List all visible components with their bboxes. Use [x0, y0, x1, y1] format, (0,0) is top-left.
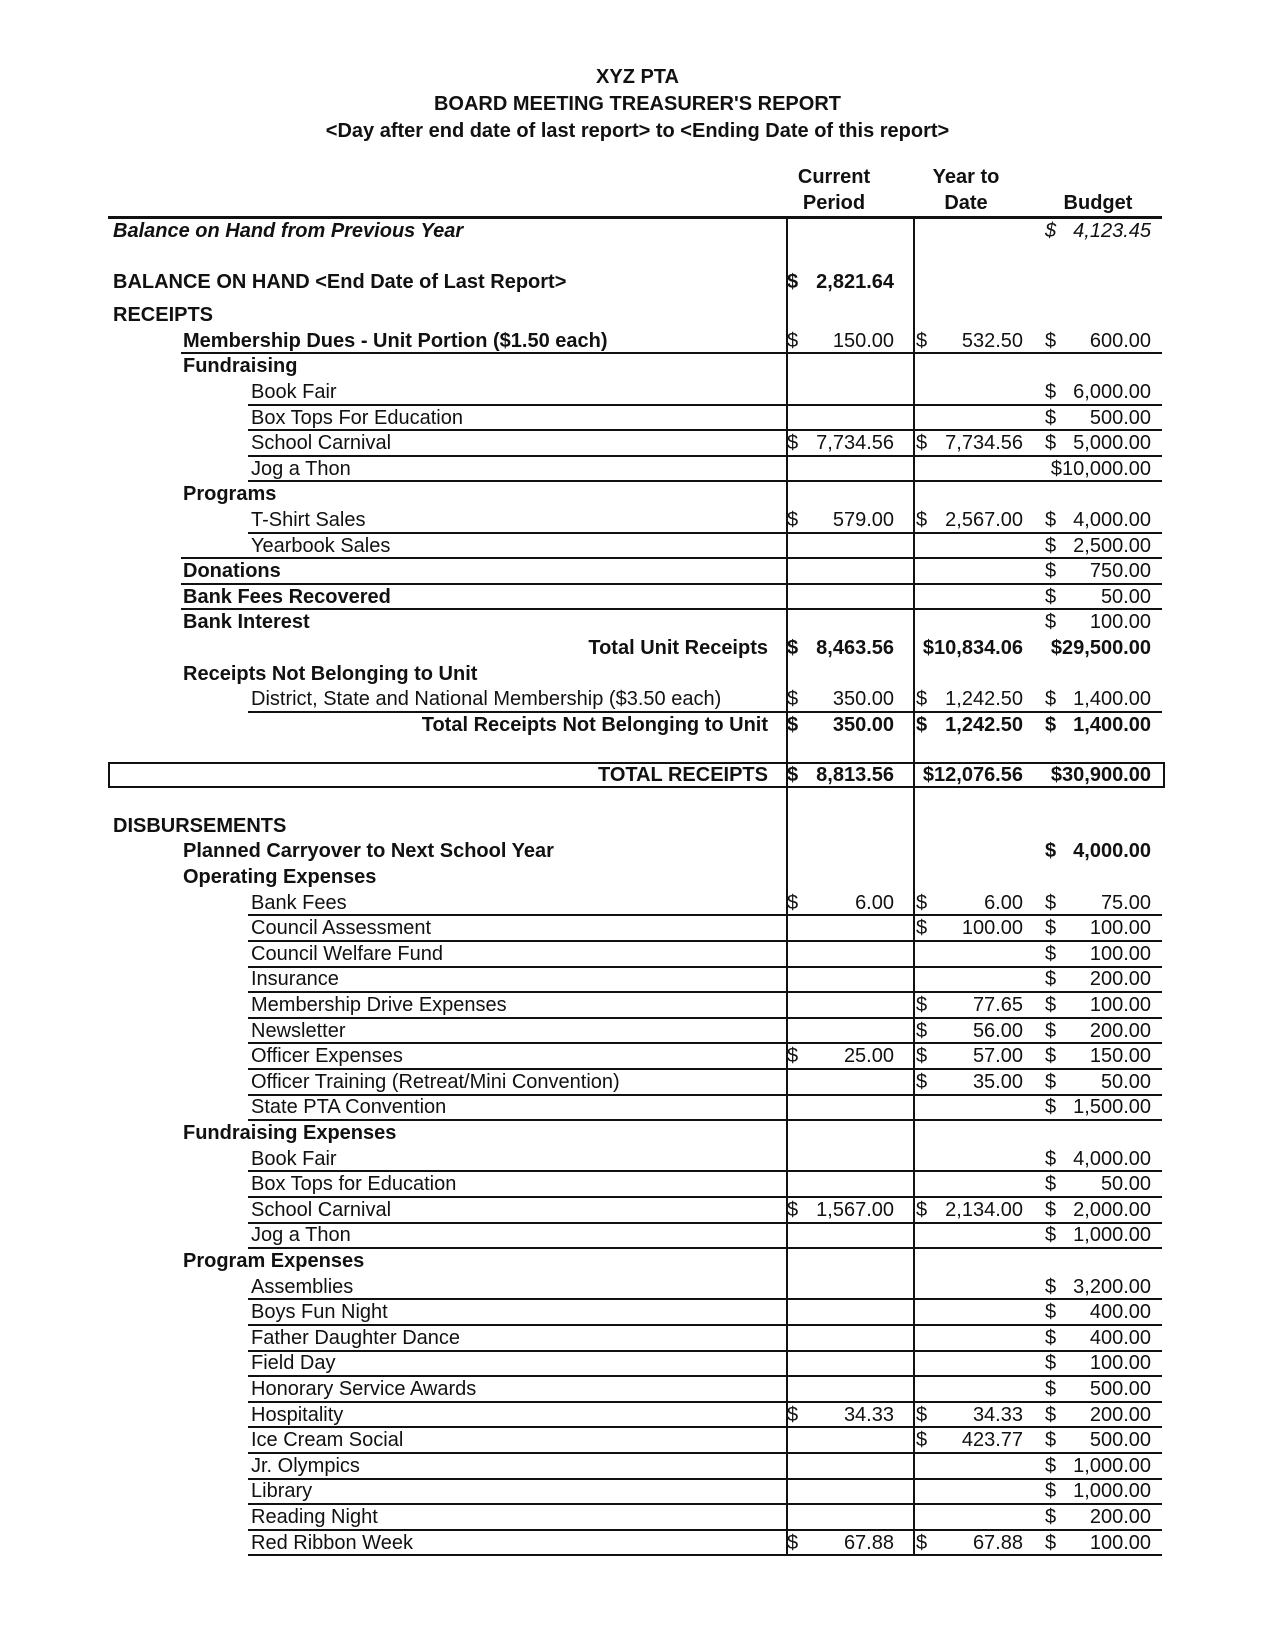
c3-value: 100.00 [1089, 942, 1151, 965]
currency-symbol: $ [1045, 1403, 1057, 1426]
row-label: T-Shirt Sales [251, 508, 366, 531]
c2-value: $10,834.06 [922, 636, 1023, 659]
c3-value: 100.00 [1089, 1352, 1151, 1375]
table-row [0, 712, 1275, 738]
currency-symbol: $ [1045, 1480, 1057, 1503]
table-row [0, 813, 1275, 839]
currency-symbol: $ [787, 1198, 799, 1221]
c3-value: 500.00 [1089, 406, 1151, 429]
currency-symbol: $ [787, 1531, 799, 1554]
currency-symbol: $ [1045, 585, 1057, 608]
row-label: Total Receipts Not Belonging to Unit [421, 713, 768, 736]
currency-symbol: $ [1045, 1224, 1057, 1247]
c3-value: 2,500.00 [1073, 534, 1151, 557]
row-label: Library [251, 1480, 313, 1503]
c2-value: 7,734.56 [945, 432, 1023, 455]
currency-symbol: $ [1045, 432, 1057, 455]
org-name: XYZ PTA [596, 66, 679, 88]
c3-value: 200.00 [1089, 1505, 1151, 1528]
table-row [0, 635, 1275, 661]
c3-value: 50.00 [1100, 1173, 1151, 1196]
row-label: Officer Training (Retreat/Mini Convention) [251, 1070, 620, 1093]
current-header-line2: Period [802, 192, 866, 214]
table-row [0, 1350, 1275, 1376]
table-row [0, 661, 1275, 687]
currency-symbol: $ [916, 713, 928, 736]
c2-value: $12,076.56 [922, 764, 1023, 787]
currency-symbol: $ [1045, 508, 1057, 531]
c1-value: 2,821.64 [816, 270, 894, 293]
c3-value: 200.00 [1089, 1019, 1151, 1042]
row-label: Membership Drive Expenses [251, 994, 507, 1017]
table-row [0, 915, 1275, 941]
row-label: Reading Night [251, 1505, 378, 1528]
row-label: Hospitality [251, 1403, 344, 1426]
row-label: BALANCE ON HAND <End Date of Last Report> [113, 270, 567, 293]
ytd-header-line2: Date [944, 192, 988, 214]
table-row [0, 1478, 1275, 1504]
currency-symbol: $ [916, 891, 928, 914]
c3-value: 1,000.00 [1073, 1480, 1151, 1503]
currency-symbol: $ [1045, 917, 1057, 940]
currency-symbol: $ [916, 508, 928, 531]
currency-symbol: $ [1045, 1352, 1057, 1375]
table-row [0, 481, 1275, 507]
spacer-row [0, 788, 1275, 813]
c1-value: 34.33 [843, 1403, 894, 1426]
table-row [0, 686, 1275, 712]
row-label: School Carnival [251, 1198, 392, 1221]
currency-symbol: $ [916, 329, 928, 352]
current-period-header [772, 164, 896, 216]
currency-symbol: $ [916, 1429, 928, 1452]
row-label: Book Fair [251, 380, 337, 403]
row-label: Yearbook Sales [251, 534, 391, 557]
c2-value: 100.00 [961, 917, 1023, 940]
row-label: State PTA Convention [251, 1096, 447, 1119]
table-row [0, 1018, 1275, 1044]
report-title: BOARD MEETING TREASURER'S REPORT [433, 93, 841, 115]
currency-symbol: $ [916, 1045, 928, 1068]
currency-symbol: $ [787, 764, 799, 787]
spacer-row [0, 244, 1275, 269]
table-row [0, 1248, 1275, 1274]
row-label: Receipts Not Belonging to Unit [183, 662, 478, 685]
c2-value: 57.00 [972, 1045, 1023, 1068]
c3-value: 400.00 [1089, 1301, 1151, 1324]
currency-symbol: $ [1045, 942, 1057, 965]
currency-symbol: $ [787, 688, 799, 711]
currency-symbol: $ [916, 1198, 928, 1221]
currency-symbol: $ [787, 713, 799, 736]
currency-symbol: $ [1045, 220, 1057, 242]
ytd-header [904, 164, 1028, 216]
treasurer-table [0, 218, 1275, 1555]
c1-value: 8,813.56 [816, 764, 894, 787]
row-label: Box Tops For Education [251, 406, 463, 429]
currency-symbol: $ [1045, 1326, 1057, 1349]
row-label: DISBURSEMENTS [113, 814, 287, 837]
currency-symbol: $ [1045, 534, 1057, 557]
currency-symbol: $ [1045, 891, 1057, 914]
currency-symbol: $ [1045, 329, 1057, 352]
c2-value: 6.00 [984, 891, 1023, 914]
currency-symbol: $ [1045, 1019, 1057, 1042]
currency-symbol: $ [1045, 1070, 1057, 1093]
row-label: Fundraising Expenses [183, 1122, 397, 1144]
row-label: Officer Expenses [251, 1045, 403, 1068]
c1-value: 1,567.00 [816, 1198, 894, 1221]
currency-symbol: $ [787, 329, 799, 352]
currency-symbol: $ [1045, 1096, 1057, 1119]
table-row [0, 379, 1275, 405]
currency-symbol: $ [1045, 840, 1057, 863]
row-label: Council Welfare Fund [251, 942, 443, 965]
currency-symbol: $ [1045, 688, 1057, 711]
currency-symbol: $ [916, 1403, 928, 1426]
table-row [0, 941, 1275, 967]
c2-value: 35.00 [972, 1070, 1023, 1093]
c1-value: 350.00 [832, 713, 894, 736]
currency-symbol: $ [1045, 1147, 1057, 1170]
c3-value: 200.00 [1089, 1403, 1151, 1426]
table-row [0, 1274, 1275, 1300]
spacer-row [0, 737, 1275, 762]
currency-symbol: $ [787, 1403, 799, 1426]
c1-value: 6.00 [855, 891, 894, 914]
c2-value: 77.65 [972, 994, 1023, 1017]
row-label: Balance on Hand from Previous Year [113, 220, 464, 242]
currency-symbol: $ [1045, 406, 1057, 429]
row-label: Bank Interest [183, 611, 310, 634]
row-label: Total Unit Receipts [588, 636, 768, 659]
c3-value: 1,000.00 [1073, 1454, 1151, 1477]
currency-symbol: $ [916, 994, 928, 1017]
c2-value: 532.50 [961, 329, 1023, 352]
table-row [0, 966, 1275, 992]
table-row [0, 1299, 1275, 1325]
table-row [0, 1427, 1275, 1453]
c3-value: 1,400.00 [1073, 713, 1151, 736]
row-label: Programs [183, 483, 277, 506]
currency-symbol: $ [1045, 1275, 1057, 1298]
row-label: Box Tops for Education [251, 1173, 457, 1196]
row-label: Assemblies [251, 1275, 354, 1298]
currency-symbol: $ [787, 891, 799, 914]
table-row [0, 1530, 1275, 1556]
c1-value: 579.00 [832, 508, 894, 531]
row-label: Red Ribbon Week [251, 1531, 413, 1554]
row-label: Ice Cream Social [251, 1429, 404, 1452]
row-label: School Carnival [251, 432, 392, 455]
c1-value: 150.00 [832, 329, 894, 352]
currency-symbol: $ [787, 636, 799, 659]
row-label: Planned Carryover to Next School Year [183, 840, 554, 863]
currency-symbol: $ [1045, 1198, 1057, 1221]
row-label: Father Daughter Dance [251, 1326, 461, 1349]
currency-symbol: $ [1045, 713, 1057, 736]
table-row [0, 762, 1275, 788]
c3-value: 400.00 [1089, 1326, 1151, 1349]
c3-value: 6,000.00 [1073, 380, 1151, 403]
table-row [0, 1376, 1275, 1402]
c3-value: 5,000.00 [1073, 432, 1151, 455]
table-row [0, 1043, 1275, 1069]
column-headers [0, 164, 1275, 216]
table-row [0, 864, 1275, 890]
c3-value: 2,000.00 [1073, 1198, 1151, 1221]
row-label: Honorary Service Awards [251, 1377, 477, 1400]
currency-symbol: $ [1045, 380, 1057, 403]
c3-value: 150.00 [1089, 1045, 1151, 1068]
currency-symbol: $ [916, 1019, 928, 1042]
table-row [0, 1094, 1275, 1120]
c3-value: $10,000.00 [1050, 457, 1151, 480]
row-label: Program Expenses [183, 1249, 365, 1272]
currency-symbol: $ [787, 432, 799, 455]
spacer-row [0, 294, 1275, 302]
table-row [0, 992, 1275, 1018]
c1-value: 67.88 [843, 1531, 894, 1554]
currency-symbol: $ [916, 432, 928, 455]
c3-value: 600.00 [1089, 329, 1151, 352]
c3-value: 75.00 [1100, 891, 1151, 914]
row-label: Jr. Olympics [251, 1454, 360, 1477]
table-row [0, 1325, 1275, 1351]
report-header [0, 64, 1275, 145]
c3-value: 100.00 [1089, 1531, 1151, 1554]
currency-symbol: $ [916, 1070, 928, 1093]
table-row [0, 353, 1275, 379]
currency-symbol: $ [1045, 560, 1057, 583]
currency-symbol: $ [1045, 1301, 1057, 1324]
table-row [0, 507, 1275, 533]
row-label: Field Day [251, 1352, 336, 1375]
table-row [0, 1146, 1275, 1172]
c3-value: 1,000.00 [1073, 1224, 1151, 1247]
c3-value: 500.00 [1089, 1377, 1151, 1400]
row-label: Bank Fees Recovered [183, 585, 391, 608]
c3-value: $30,900.00 [1050, 764, 1151, 787]
c3-value: 500.00 [1089, 1429, 1151, 1452]
c3-value: 100.00 [1089, 994, 1151, 1017]
row-label: District, State and National Membership ($3.50 each) [251, 688, 722, 711]
row-label: TOTAL RECEIPTS [597, 764, 768, 787]
report-period: <Day after end date of last report> to <Ending Date of this report> [325, 120, 950, 142]
row-label: Donations [183, 560, 281, 583]
table-row [0, 1197, 1275, 1223]
currency-symbol: $ [787, 270, 799, 293]
row-label: Bank Fees [251, 891, 347, 914]
c3-value: 3,200.00 [1073, 1275, 1151, 1298]
table-row [0, 430, 1275, 456]
c3-value: 4,000.00 [1073, 508, 1151, 531]
table-row [0, 302, 1275, 328]
currency-symbol: $ [916, 1531, 928, 1554]
c3-value: 100.00 [1089, 611, 1151, 634]
table-row [0, 456, 1275, 482]
table-row [0, 269, 1275, 295]
table-row [0, 1171, 1275, 1197]
currency-symbol: $ [916, 688, 928, 711]
table-row [0, 890, 1275, 916]
row-label: Jog a Thon [251, 1224, 351, 1247]
row-label: Jog a Thon [251, 457, 351, 480]
table-row [0, 584, 1275, 610]
c1-value: 350.00 [832, 688, 894, 711]
row-label: Newsletter [251, 1019, 346, 1042]
c1-value: 7,734.56 [816, 432, 894, 455]
table-row [0, 1222, 1275, 1248]
row-label: Membership Dues - Unit Portion ($1.50 each) [183, 329, 608, 352]
c2-value: 1,242.50 [945, 688, 1023, 711]
c2-value: 2,134.00 [945, 1198, 1023, 1221]
currency-symbol: $ [1045, 1505, 1057, 1528]
table-row [0, 328, 1275, 354]
c3-value: 100.00 [1089, 917, 1151, 940]
c3-value: 1,500.00 [1073, 1096, 1151, 1119]
table-row [0, 558, 1275, 584]
c2-value: 2,567.00 [945, 508, 1023, 531]
currency-symbol: $ [1045, 1429, 1057, 1452]
c3-value: 50.00 [1100, 585, 1151, 608]
currency-symbol: $ [1045, 994, 1057, 1017]
currency-symbol: $ [1045, 1377, 1057, 1400]
table-row [0, 533, 1275, 559]
table-row [0, 1453, 1275, 1479]
c2-value: 67.88 [972, 1531, 1023, 1554]
budget-header: Budget [1063, 192, 1133, 214]
table-row [0, 1069, 1275, 1095]
currency-symbol: $ [1045, 968, 1057, 991]
table-row [0, 1504, 1275, 1530]
c3-value: $29,500.00 [1050, 636, 1151, 659]
c3-value: 1,400.00 [1073, 688, 1151, 711]
table-row [0, 1120, 1275, 1146]
c2-value: 423.77 [961, 1429, 1023, 1452]
c2-value: 1,242.50 [945, 713, 1023, 736]
table-row [0, 405, 1275, 431]
row-label: RECEIPTS [113, 304, 214, 327]
table-row [0, 609, 1275, 635]
c3-value: 200.00 [1089, 968, 1151, 991]
table-row [0, 1402, 1275, 1428]
current-header-line1: Current [797, 166, 871, 188]
currency-symbol: $ [1045, 1045, 1057, 1068]
currency-symbol: $ [787, 508, 799, 531]
c3-value: 750.00 [1089, 560, 1151, 583]
c2-value: 56.00 [972, 1019, 1023, 1042]
currency-symbol: $ [1045, 611, 1057, 634]
row-label: Fundraising [183, 355, 298, 378]
currency-symbol: $ [1045, 1173, 1057, 1196]
row-label: Book Fair [251, 1147, 337, 1170]
c3-value: 4,000.00 [1073, 840, 1151, 863]
c1-value: 8,463.56 [816, 636, 894, 659]
c3-value: 4,123.45 [1073, 220, 1151, 242]
currency-symbol: $ [787, 1045, 799, 1068]
table-row [0, 838, 1275, 864]
c3-value: 50.00 [1100, 1070, 1151, 1093]
row-label: Council Assessment [251, 917, 432, 940]
table-row [0, 218, 1275, 244]
currency-symbol: $ [916, 917, 928, 940]
row-label: Operating Expenses [183, 866, 377, 889]
row-label: Boys Fun Night [251, 1301, 388, 1324]
c1-value: 25.00 [843, 1045, 894, 1068]
currency-symbol: $ [1045, 1531, 1057, 1554]
row-label: Insurance [251, 968, 339, 991]
ytd-header-line1: Year to [932, 166, 1000, 188]
currency-symbol: $ [1045, 1454, 1057, 1477]
c3-value: 4,000.00 [1073, 1147, 1151, 1170]
c2-value: 34.33 [972, 1403, 1023, 1426]
